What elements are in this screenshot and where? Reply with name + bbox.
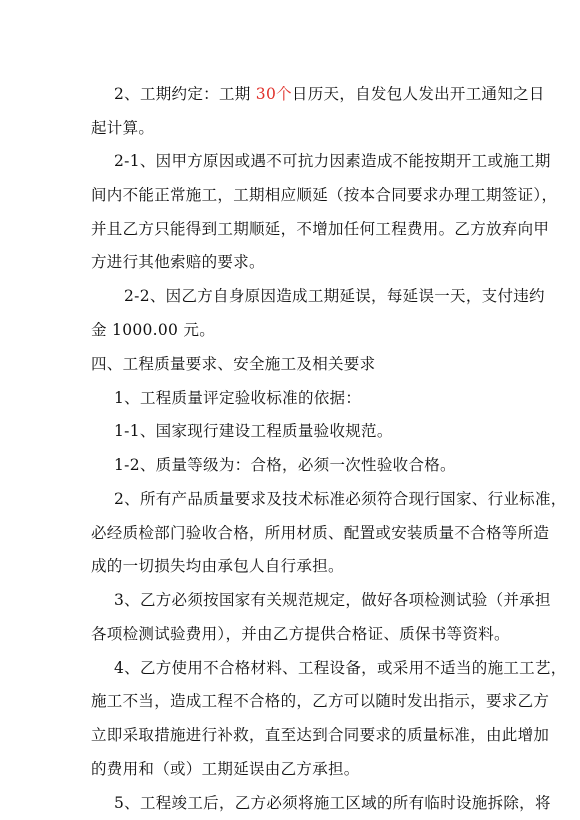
paragraph-line: 并且乙方只能得到工期顺延，不增加任何工程费用。乙方放弃向甲 bbox=[91, 220, 550, 238]
paragraph-line: 2-2、因乙方自身原因造成工期延误，每延误一天，支付违约 bbox=[124, 287, 545, 305]
clause-2-duration-prefix: 2、工期约定：工期 bbox=[114, 85, 256, 103]
paragraph-line: 5、工程竣工后，乙方必须将施工区域的所有临时设施拆除，将 bbox=[114, 794, 551, 812]
paragraph-line: 成的一切损失均由承包人自行承担。 bbox=[91, 557, 344, 575]
paragraph-line: 3、乙方必须按国家有关规范规定，做好各项检测试验（并承担 bbox=[114, 591, 551, 609]
paragraph-line: 1、工程质量评定验收标准的依据： bbox=[114, 389, 362, 407]
paragraph-line: 1-1、国家现行建设工程质量验收规范。 bbox=[114, 422, 393, 440]
paragraph-line: 1-2、质量等级为：合格，必须一次性验收合格。 bbox=[114, 456, 456, 474]
paragraph-line: 立即采取措施进行补救，直至达到合同要求的质量标准，由此增加 bbox=[91, 726, 550, 744]
paragraph-line: 必经质检部门验收合格，所用材质、配置或安装质量不合格等所造 bbox=[91, 524, 550, 542]
paragraph-line: 方进行其他索赔的要求。 bbox=[91, 253, 265, 271]
paragraph-line: 施工不当，造成工程不合格的，乙方可以随时发出指示，要求乙方 bbox=[91, 692, 550, 710]
clause-2-duration-line bbox=[114, 84, 545, 104]
duration-days-highlight: 30个 bbox=[255, 85, 292, 103]
paragraph-line: 间内不能正常施工，工期相应顺延（按本合同要求办理工期签证）， bbox=[91, 186, 558, 204]
paragraph-line: 的费用和（或）工期延误由乙方承担。 bbox=[91, 760, 360, 778]
clause-2-duration-suffix: 日历天，自发包人发出开工通知之日 bbox=[291, 85, 545, 103]
paragraph-line: 各项检测试验费用），并由乙方提供合格证、质保书等资料。 bbox=[91, 625, 510, 643]
section-heading: 四、工程质量要求、安全施工及相关要求 bbox=[91, 355, 376, 373]
paragraph-line: 起计算。 bbox=[91, 119, 155, 137]
paragraph-line: 金 1000.00 元。 bbox=[91, 321, 216, 339]
paragraph-line: 2-1、因甲方原因或遇不可抗力因素造成不能按期开工或施工期 bbox=[114, 152, 551, 170]
paragraph-line: 2、所有产品质量要求及技术标准必须符合现行国家、行业标准， bbox=[114, 490, 567, 508]
paragraph-line: 4、乙方使用不合格材料、工程设备，或采用不适当的施工工艺， bbox=[114, 659, 567, 677]
